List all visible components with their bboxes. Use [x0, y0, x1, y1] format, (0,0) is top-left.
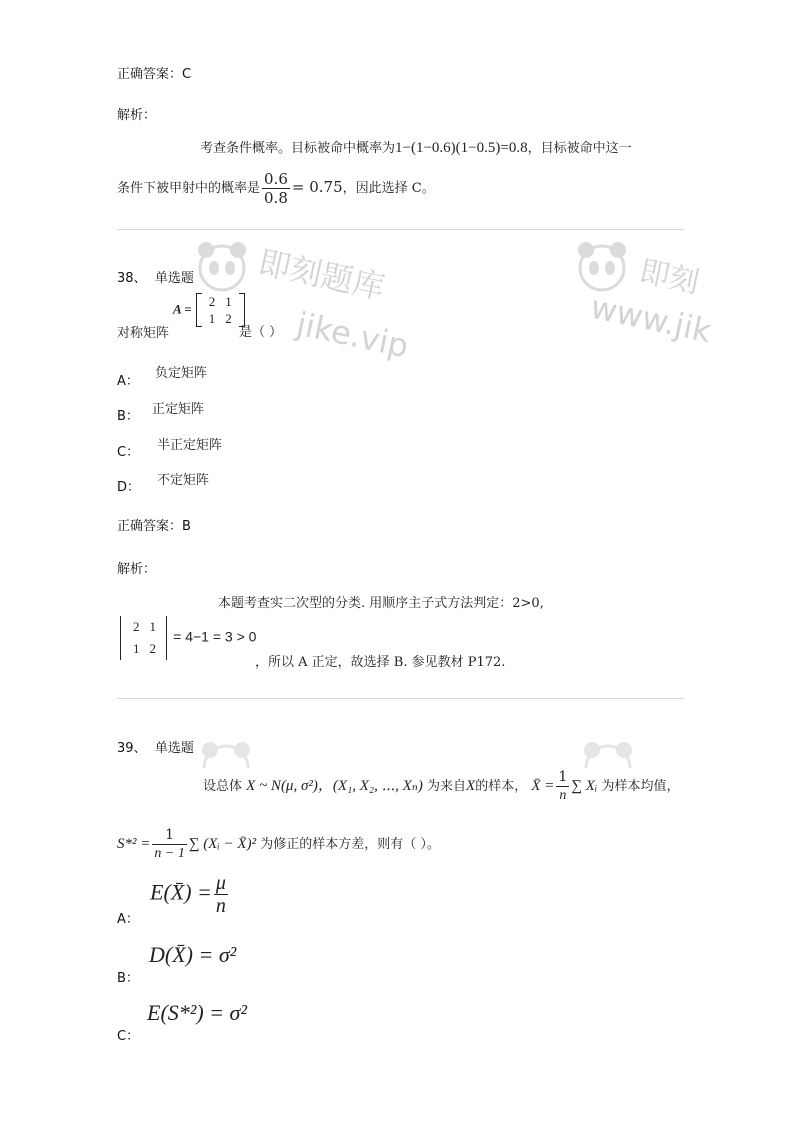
matrix-cell: 1	[208, 311, 216, 326]
stem-text: 为修正的样本方差，则有（ ）。	[260, 837, 440, 852]
fraction-denominator: n	[559, 788, 567, 803]
fraction-denominator: n	[215, 895, 226, 917]
panda-watermark-icon	[192, 238, 252, 294]
question-stem-39-line1	[203, 768, 679, 805]
det-cell: 1	[149, 619, 156, 634]
matrix-cell: 1	[225, 294, 232, 309]
divider	[117, 229, 684, 230]
fraction-numerator: 1	[558, 769, 568, 785]
formula: ∑ (Xᵢ − X̄)²	[188, 836, 257, 852]
formula: X	[466, 778, 476, 794]
panda-watermark-icon	[578, 738, 638, 768]
analysis-38-line2: ，所以 A 正定，故选择 B. 参见教材 P172.	[255, 655, 506, 670]
question-header-39	[117, 737, 194, 756]
fraction-denominator: n − 1	[154, 846, 185, 861]
matrix-cell: 2	[208, 294, 216, 309]
question-number: 39、	[117, 741, 147, 756]
fraction-numerator: 1	[152, 826, 186, 845]
fraction-numerator: 0.6	[264, 170, 288, 188]
option-c-key[interactable]: C：	[117, 445, 140, 460]
option-a-key[interactable]: A：	[117, 912, 139, 927]
divider	[117, 698, 684, 699]
option-b-formula[interactable]: D(X̄) = σ²	[149, 942, 237, 967]
analysis-37-line1	[200, 137, 632, 157]
fraction-numerator: μ	[215, 872, 226, 894]
question-type: 单选题	[154, 271, 194, 286]
question-type: 单选题	[154, 741, 194, 756]
fraction-denominator: 0.8	[264, 189, 288, 207]
option-d-text[interactable]: 不定矩阵	[157, 473, 210, 488]
option-a-text[interactable]: 负定矩阵	[155, 366, 208, 381]
analysis-38-line1: 本题考查实二次型的分类. 用顺序主子式方法判定：2>0,	[218, 596, 544, 611]
watermark-text: jike.vip	[293, 304, 412, 366]
det-cell: 2	[133, 619, 140, 634]
analysis-text: ，目标被命中这一	[527, 141, 632, 156]
fraction	[556, 768, 569, 805]
matrix-cell: 2	[225, 311, 232, 326]
panda-watermark-icon	[572, 238, 632, 294]
question-header-38	[117, 267, 194, 286]
option-d-key[interactable]: D：	[117, 480, 141, 495]
option-a-key[interactable]: A：	[117, 374, 139, 389]
question-stem-39-line2	[117, 826, 440, 863]
watermark-text: www.jik	[587, 287, 715, 351]
question-stem-post: 是（ ）	[239, 325, 283, 340]
answer-label: 正确答案：	[117, 67, 183, 82]
answer-value: C	[182, 67, 192, 82]
analysis-text: 条件下被甲射中的概率是	[117, 181, 261, 196]
fraction	[214, 872, 228, 917]
formula: 1−(1−0.6)(1−0.5)=0.8	[395, 140, 528, 156]
analysis-label-38: 解析：	[117, 562, 157, 577]
stem-text: 设总体	[203, 779, 243, 794]
option-b-text[interactable]: 正定矩阵	[152, 402, 205, 417]
formula: X ~ N(μ, σ²)	[246, 778, 318, 794]
option-c-text[interactable]: 半正定矩阵	[157, 438, 223, 453]
analysis-text: 考查条件概率。目标被命中概率为	[200, 141, 396, 156]
watermark-text: 即刻	[636, 254, 703, 301]
option-c-formula[interactable]: E(S*²) = σ²	[147, 1000, 247, 1025]
option-a-formula[interactable]	[150, 872, 230, 917]
stem-text: 为样本均值，	[601, 779, 680, 794]
matrix-a	[196, 293, 245, 327]
formula: E(X̄) =	[150, 879, 212, 905]
analysis-37-line2	[117, 170, 435, 207]
analysis-text: ，因此选择 C。	[342, 181, 435, 196]
determinant-expression	[120, 616, 256, 660]
option-b-key[interactable]: B：	[117, 971, 139, 986]
answer-line-38	[117, 515, 191, 534]
stem-text: 为来自	[427, 779, 467, 794]
watermark-text: 即刻题库	[255, 243, 389, 307]
formula: S*² =	[117, 836, 151, 852]
det-cell: 2	[149, 641, 156, 656]
fraction	[152, 826, 186, 863]
formula: ∑ Xᵢ	[571, 778, 598, 794]
option-b-key[interactable]: B：	[117, 409, 139, 424]
det-cell: 1	[133, 641, 140, 656]
equation: = 0.75	[291, 178, 343, 196]
panda-watermark-icon	[196, 738, 256, 768]
matrix-label: A =	[173, 301, 192, 317]
question-number: 38、	[117, 271, 147, 286]
equation: = 4−1 = 3 > 0	[173, 628, 257, 645]
determinant	[120, 616, 169, 660]
stem-text: 的样本，	[475, 779, 528, 794]
answer-label: 正确答案：	[117, 519, 183, 534]
analysis-label-37: 解析：	[117, 108, 157, 123]
answer-value: B	[182, 519, 191, 534]
option-c-key[interactable]: C：	[117, 1029, 140, 1044]
matrix-expression	[173, 293, 245, 327]
fraction	[262, 170, 290, 207]
question-stem-pre: 对称矩阵	[117, 326, 170, 341]
answer-line-37	[117, 63, 191, 82]
formula: X̄ =	[531, 778, 555, 794]
formula: ，(X₁, X₂, ⋯, Xₙ)	[317, 778, 423, 794]
